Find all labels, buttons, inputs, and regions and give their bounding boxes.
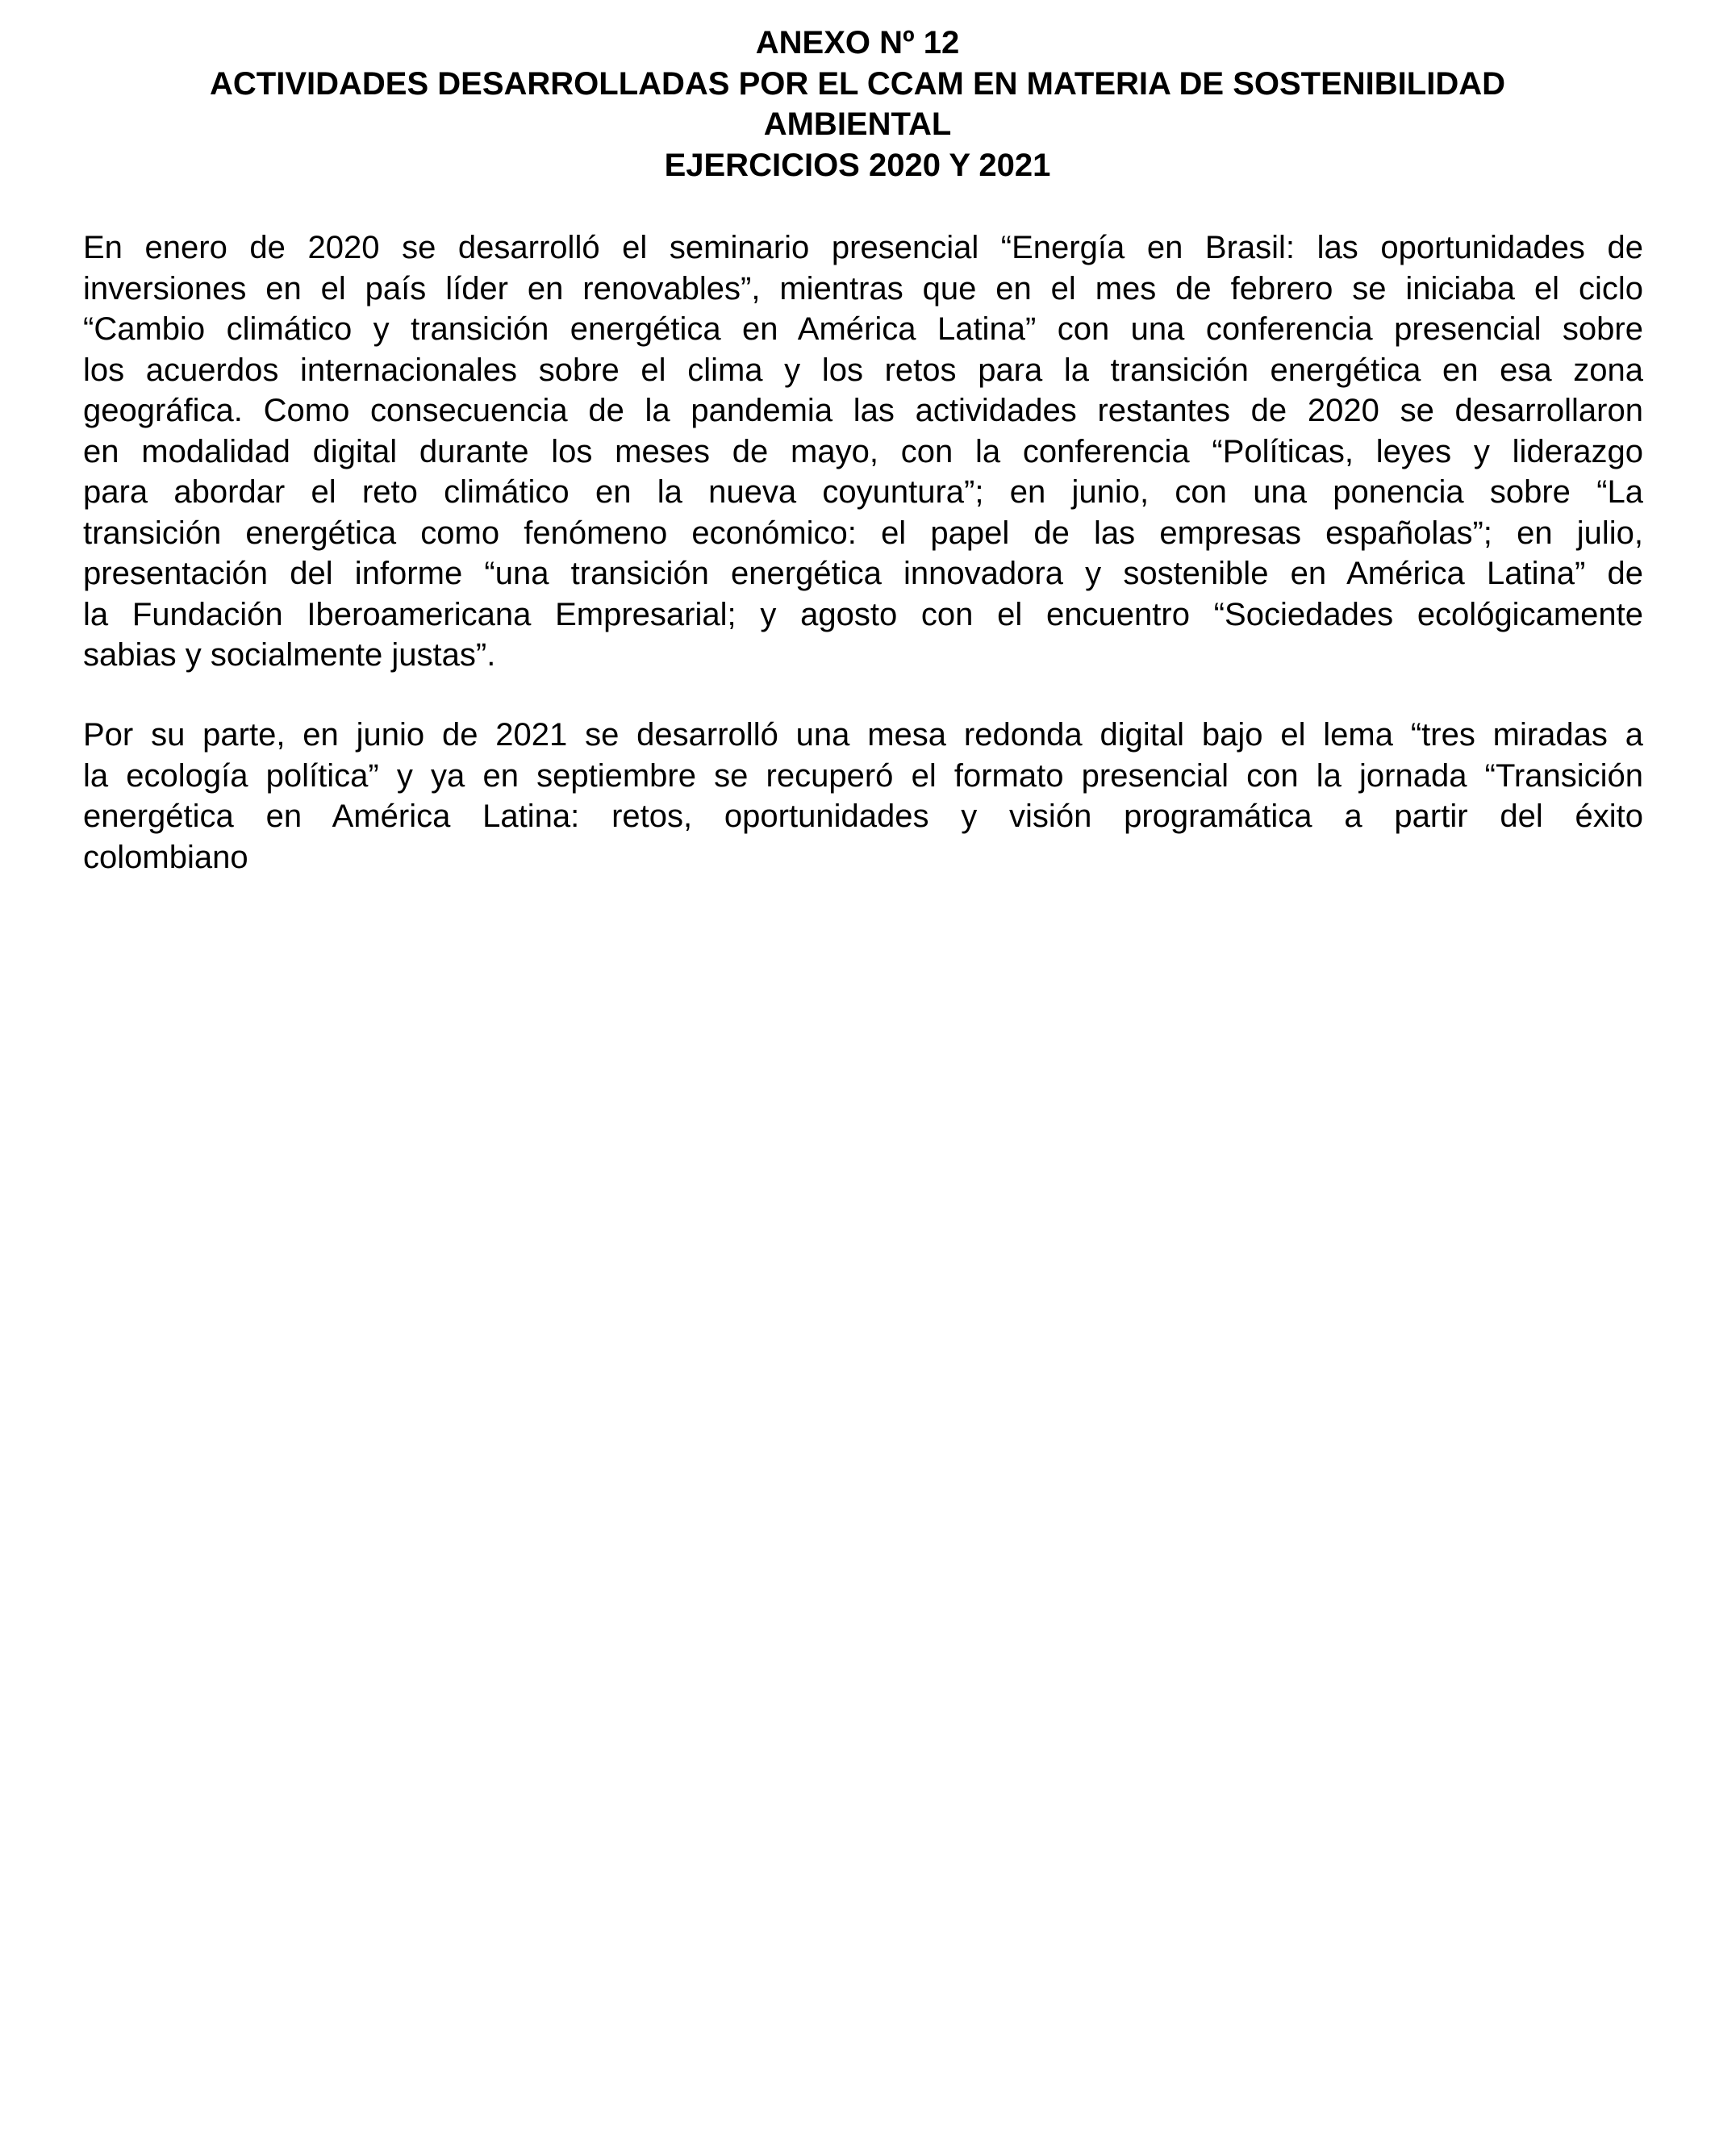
- text-line: los acuerdos internacionales sobre el clima y los retos para la transición energética en esa zona: [83, 352, 1643, 388]
- text-line: geográfica. Como consecuencia de la pandemia las actividades restantes de 2020 se desarrollaron: [83, 393, 1643, 428]
- fiscal-years: EJERCICIOS 2020 Y 2021: [664, 147, 1051, 183]
- text-line: sabias y socialmente justas”.: [83, 637, 496, 673]
- text-line: para abordar el reto climático en la nueva coyuntura”; en junio, con una ponencia sobre “La: [83, 474, 1643, 510]
- annex-number: ANEXO Nº 12: [755, 25, 960, 60]
- text-line: inversiones en el país líder en renovables”, mientras que en el mes de febrero se iniciaba el ciclo: [83, 270, 1643, 307]
- text-line: la Fundación Iberoamericana Empresarial; y agosto con el encuentro “Sociedades ecológicamente: [83, 596, 1643, 632]
- title-line-1: ACTIVIDADES DESARROLLADAS POR EL CCAM EN MATERIA DE SOSTENIBILIDAD: [210, 65, 1505, 102]
- text-line: En enero de 2020 se desarrolló el seminario presencial “Energía en Brasil: las oportunidades de: [83, 230, 1643, 265]
- paragraph-2021-activities: [83, 715, 1643, 878]
- text-line: transición energética como fenómeno económico: el papel de las empresas españolas”; en julio,: [83, 515, 1643, 551]
- text-line: colombiano: [83, 839, 248, 875]
- text-line: en modalidad digital durante los meses de mayo, con la conferencia “Políticas, leyes y liderazgo: [83, 433, 1643, 469]
- text-line: energética en América Latina: retos, oportunidades y visión programática a partir del éxito: [83, 799, 1643, 834]
- text-line: “Cambio climático y transición energética en América Latina” con una conferencia presencial sobre: [83, 311, 1643, 347]
- paragraph-2020-activities: [83, 227, 1643, 676]
- text-line: la ecología política” y ya en septiembre se recuperó el formato presencial con la jornada “Transición: [83, 757, 1643, 794]
- text-line: presentación del informe “una transición energética innovadora y sostenible en América Latina” de: [83, 556, 1643, 591]
- text-line: Por su parte, en junio de 2021 se desarrolló una mesa redonda digital bajo el lema “tres miradas a: [83, 717, 1643, 753]
- title-line-2: AMBIENTAL: [763, 106, 952, 142]
- document-header: [0, 23, 1715, 186]
